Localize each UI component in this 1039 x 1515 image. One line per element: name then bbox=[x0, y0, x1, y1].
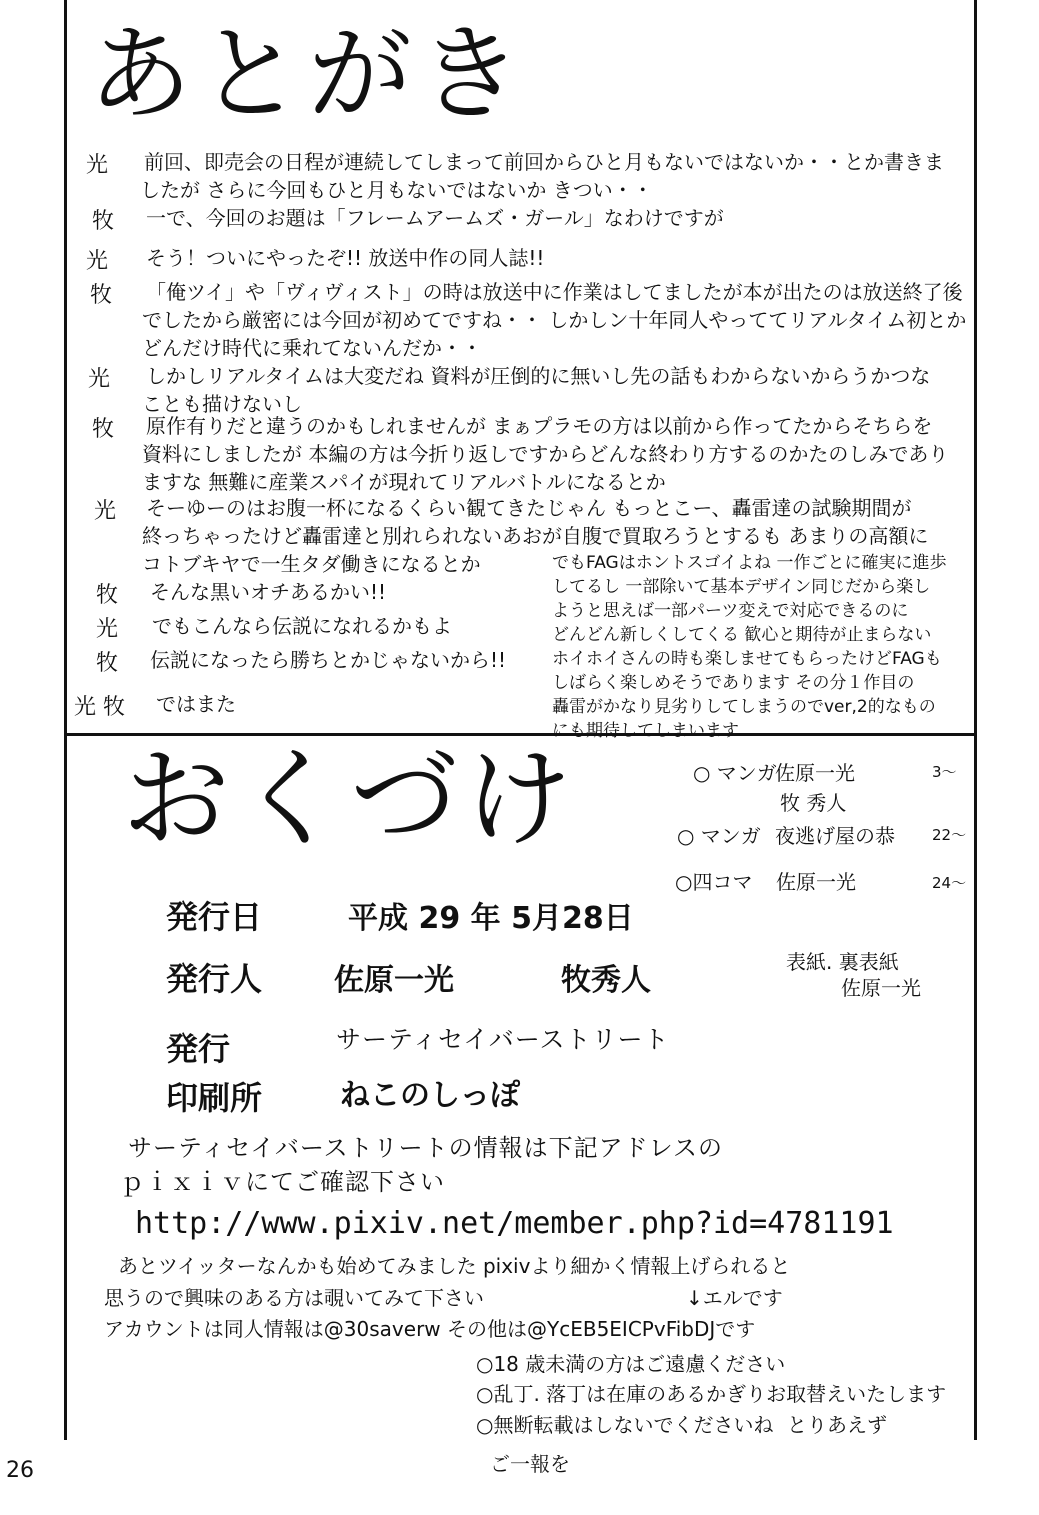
dialogue-speaker: 光 bbox=[86, 153, 109, 178]
notice-line: ○無断転載はしないでくださいね bbox=[476, 1413, 774, 1437]
toc-page: 3～ bbox=[932, 763, 957, 781]
notice-line: とりあえず bbox=[787, 1413, 887, 1437]
dialogue-speaker: 牧 bbox=[92, 417, 115, 442]
notice-line: ○18 歳未満の方はご遠慮ください bbox=[476, 1352, 786, 1376]
cover-artist: 佐原一光 bbox=[841, 976, 921, 1000]
pixiv-url[interactable]: http://www.pixiv.net/member.php?id=4781191 bbox=[135, 1206, 894, 1241]
twitter-line: アカウントは同人情報は@30saverw その他は@YcEB5EICPvFibDJです bbox=[104, 1317, 756, 1341]
toc-label: ○四コマ bbox=[675, 870, 753, 894]
dialogue-line: ではまた bbox=[156, 692, 236, 716]
toc-author: 牧 秀人 bbox=[780, 791, 847, 815]
issue-date: 平成 29 年 5月28日 bbox=[348, 901, 634, 936]
dialogue-speaker: 牧 bbox=[96, 583, 119, 608]
dialogue-speaker: 光 bbox=[94, 499, 117, 524]
dialogue-line: どんだけ時代に乗れてないんだか・・ bbox=[142, 336, 482, 360]
dialogue-line: でしたから厳密には今回が初めてですね・・ しかしン十年同人やっててリアルタイム初とか bbox=[142, 308, 967, 332]
dialogue-speaker: 牧 bbox=[96, 651, 119, 676]
printer: ねこのしっぽ bbox=[340, 1078, 520, 1113]
twitter-line: 思うので興味のある方は覗いてみて下さい bbox=[104, 1286, 484, 1310]
dialogue-line: 終っちゃったけど轟雷達と別れられないあおが自腹で買取ろうとするも あまりの高額に bbox=[142, 524, 929, 548]
dialogue-line: ことも描けないし bbox=[142, 392, 302, 416]
dialogue-line: そーゆーのはお腹一杯になるくらい観てきたじゃん もっとこー、轟雷達の試験期間が bbox=[146, 496, 912, 520]
dialogue-line: コトブキヤで一生タダ働きになるとか bbox=[142, 552, 481, 576]
dialogue-speaker: 牧 bbox=[90, 283, 113, 308]
dialogue-speaker: 光 bbox=[96, 617, 119, 642]
twitter-arrow-note: ↓エルです bbox=[686, 1286, 783, 1310]
dialogue-line: 原作有りだと違うのかもしれませんが まぁプラモの方は以前から作ってたからそちらを bbox=[146, 414, 933, 438]
toc-author: 佐原一光 bbox=[776, 870, 856, 894]
dialogue-line: 一で、今回のお題は「フレームアームズ・ガール」なわけですが bbox=[146, 206, 724, 230]
side-note-line: どんどん新しくしてくる 歓心と期待が止まらない bbox=[552, 625, 932, 645]
issuer: サーティセイバーストリート bbox=[336, 1025, 670, 1054]
side-note-line: ホイホイさんの時も楽しませてもらったけどFAGも bbox=[552, 649, 942, 669]
dialogue-speaker: 牧 bbox=[92, 209, 115, 234]
dialogue-line: しかしリアルタイムは大変だね 資料が圧倒的に無いし先の話もわからないからうかつな bbox=[146, 364, 931, 388]
info-line: ｐｉｘｉｖにてご確認下さい bbox=[120, 1168, 445, 1196]
afterword-title: あとがき bbox=[88, 13, 529, 135]
colophon-title: おくづけ bbox=[122, 737, 579, 862]
notice-line: ○乱丁. 落丁は在庫のあるかぎりお取替えいたします bbox=[476, 1382, 947, 1406]
side-note-line: でもFAGはホントスゴイよね 一作ごとに確実に進歩 bbox=[552, 553, 947, 573]
frame-right-line bbox=[974, 0, 977, 1440]
dialogue-line: そんな黒いオチあるかい!! bbox=[150, 580, 387, 604]
side-note-line: しばらく楽しめそうであります その分１作目の bbox=[552, 673, 915, 693]
dialogue-line: したが さらに今回もひと月もないではないか きつい・・ bbox=[140, 178, 653, 202]
publisher-label: 発行人 bbox=[166, 960, 263, 998]
side-note-line: にも期待してしまいます bbox=[552, 721, 739, 741]
issuer-label: 発行 bbox=[166, 1030, 231, 1068]
dialogue-line: 資料にしましたが 本編の方は今折り返しですからどんな終わり方するのかたのしみであり bbox=[142, 442, 949, 466]
side-note-line: 轟雷がかなり見劣りしてしまうのでver,2的なもの bbox=[552, 697, 936, 717]
toc-author: 夜逃げ屋の恭 bbox=[775, 824, 895, 848]
publisher-2: 牧秀人 bbox=[561, 963, 651, 998]
side-note-line: ようと思えば一部パーツ変えで対応できるのに bbox=[552, 601, 909, 621]
cover-label: 表紙. 裏表紙 bbox=[786, 950, 899, 974]
publisher-1: 佐原一光 bbox=[334, 963, 454, 998]
toc-label: ○ マンガ bbox=[677, 824, 761, 848]
dialogue-line: でもこんなら伝説になれるかもよ bbox=[152, 614, 452, 638]
dialogue-line: ますな 無難に産業スパイが現れてリアルバトルになるとか bbox=[142, 470, 666, 494]
dialogue-speaker: 光 牧 bbox=[74, 695, 125, 720]
printer-label: 印刷所 bbox=[166, 1079, 263, 1117]
side-note bbox=[552, 551, 946, 743]
dialogue-line: そう！ついにやったぞ!! 放送中作の同人誌!! bbox=[146, 246, 545, 270]
issue-date-label: 発行日 bbox=[166, 898, 263, 936]
toc-label: ○ マンガ bbox=[693, 761, 777, 785]
notice-line: ご一報を bbox=[490, 1452, 570, 1476]
dialogue-line: 伝説になったら勝ちとかじゃないから!! bbox=[150, 648, 507, 672]
info-line: サーティセイバーストリートの情報は下記アドレスの bbox=[128, 1134, 723, 1162]
dialogue-speaker: 光 bbox=[86, 249, 109, 274]
twitter-line: あとツイッターなんかも始めてみました pixivより細かく情報上げられると bbox=[118, 1254, 791, 1278]
page-number: 26 bbox=[6, 1458, 34, 1483]
side-note-line: してるし 一部除いて基本デザイン同じだから楽し bbox=[552, 577, 931, 597]
dialogue-speaker: 光 bbox=[88, 367, 111, 392]
toc-author: 佐原一光 bbox=[775, 761, 855, 785]
dialogue-line: 「俺ツイ」や「ヴィヴィスト」の時は放送中に作業はしてましたが本が出たのは放送終了後 bbox=[146, 280, 963, 304]
toc-page: 22～ bbox=[932, 826, 967, 844]
frame-left-line bbox=[64, 0, 67, 1440]
dialogue-line: 前回、即売会の日程が連続してしまって前回からひと月もないではないか・・とか書きま bbox=[144, 150, 944, 174]
toc-page: 24～ bbox=[932, 874, 967, 892]
